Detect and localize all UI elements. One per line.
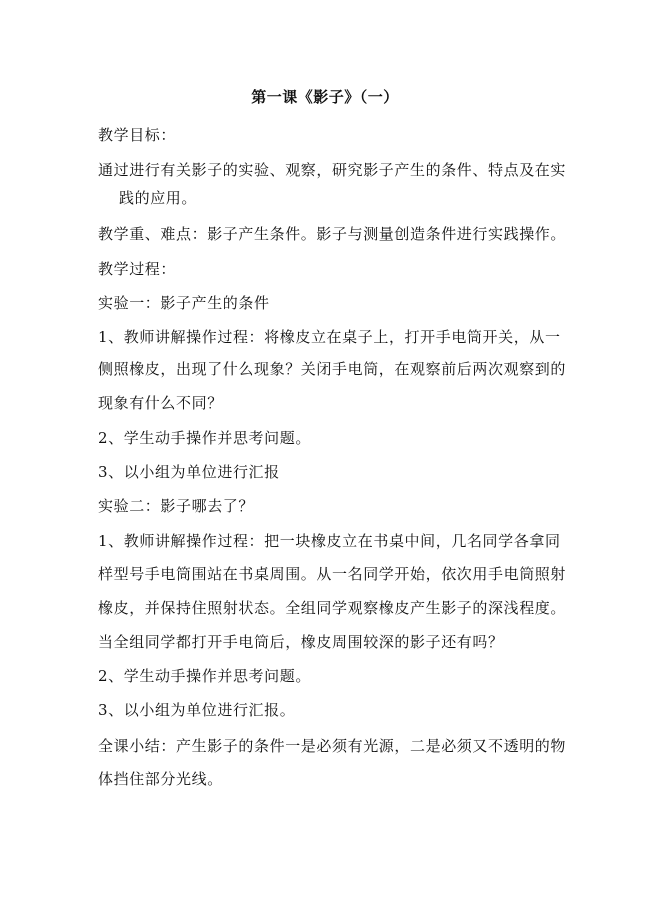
experiment-one-step-1: 1、教师讲解操作过程：将橡皮立在桌子上，打开手电筒开关，从一 — [98, 328, 561, 346]
experiment-two-step-3: 3、以小组为单位进行汇报。 — [98, 701, 296, 719]
experiment-one-step-2: 2、学生动手操作并思考问题。 — [98, 429, 311, 447]
experiment-two-step-1: 1、教师讲解操作过程：把一块橡皮立在书桌中间，几名同学各拿同 — [98, 532, 561, 550]
experiment-two-step-1-cont3: 当全组同学都打开手电筒后，橡皮周围较深的影子还有吗？ — [98, 633, 504, 651]
teaching-goals-text-cont: 践的应用。 — [119, 189, 198, 207]
experiment-one-step-3: 3、以小组为单位进行汇报 — [98, 463, 280, 481]
key-points-text: 教学重、难点：影子产生条件。影子与测量创造条件进行实践操作。 — [98, 225, 567, 243]
experiment-two-step-1-cont2: 橡皮，并保持住照射状态。全组同学观察橡皮产生影子的深浅程度。 — [98, 599, 567, 617]
experiment-two-step-1-cont: 样型号手电筒围站在书桌周围。从一名同学开始，依次用手电筒照射 — [98, 565, 567, 583]
teaching-goals-text: 通过进行有关影子的实验、观察，研究影子产生的条件、特点及在实 — [98, 161, 567, 179]
summary-text-cont: 体挡住部分光线。 — [98, 770, 223, 788]
experiment-one-step-1-cont: 侧照橡皮，出现了什么现象？关闭手电筒，在观察前后两次观察到的 — [98, 360, 567, 378]
experiment-two-heading: 实验二：影子哪去了？ — [98, 497, 255, 515]
teaching-goals-heading: 教学目标： — [98, 126, 177, 144]
process-heading: 教学过程： — [98, 260, 177, 278]
experiment-one-heading: 实验一：影子产生的条件 — [98, 294, 270, 312]
experiment-two-step-2: 2、学生动手操作并思考问题。 — [98, 667, 311, 685]
summary-text: 全课小结：产生影子的条件一是必须有光源，二是必须又不透明的物 — [98, 737, 567, 755]
experiment-one-step-1-cont2: 现象有什么不同？ — [98, 394, 223, 412]
page-title: 第一课《影子》（一） — [251, 88, 399, 106]
